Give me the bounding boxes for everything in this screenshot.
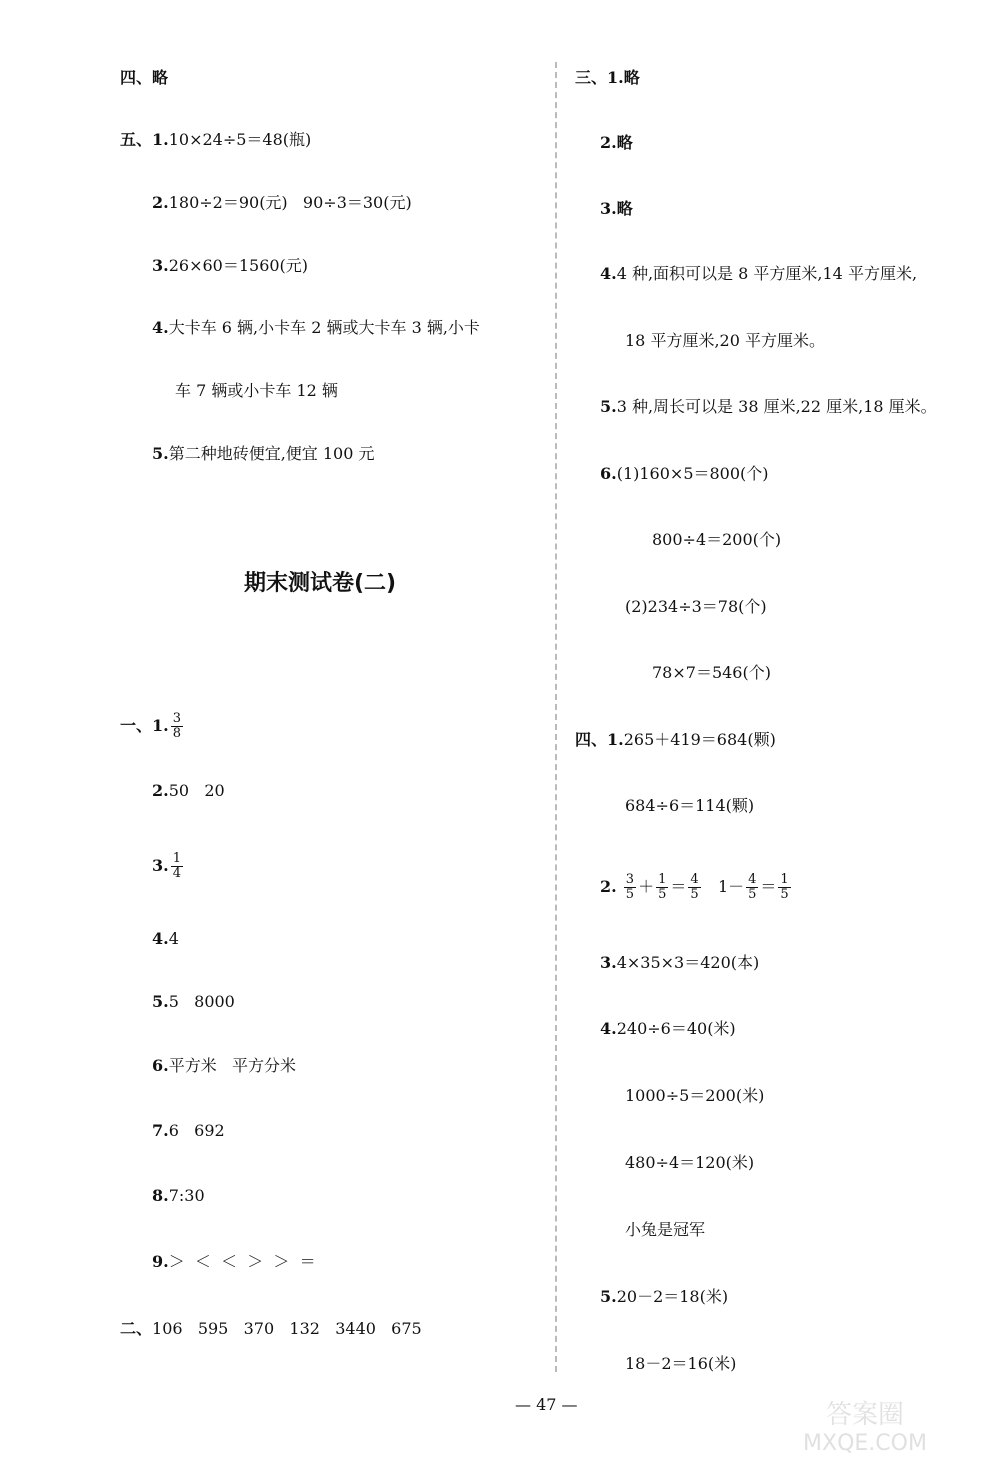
item-number: 5. [152,444,169,463]
answer-3-6 [600,464,769,484]
answer-4-1-line2: 684÷6＝114(颗) [625,796,755,815]
fraction: $\frac{4}{5}$ [748,872,757,902]
answer-text: 大卡车 6 辆,小卡车 2 辆或大卡车 3 辆,小卡 [168,318,480,337]
answer-text: (1)160×5＝800(个) [616,464,769,483]
answer-text: 第二种地砖便宜,便宜 100 元 [168,444,375,463]
answer-3-4 [600,264,917,284]
answer-5-3 [152,256,308,276]
answer-text: 略 [616,199,633,218]
answer-4-4-line2: 1000÷5＝200(米) [625,1086,765,1105]
answer-text: 4 [168,929,179,948]
item-number: 五、1. [120,130,169,149]
item-number: 7. [152,1121,169,1140]
answer-1-4 [152,929,179,949]
item-number: 9. [152,1252,169,1271]
answer-4-1 [575,730,776,750]
answer-text: 10×24÷5＝48(瓶) [168,130,312,149]
watermark-text-cn: 答案圈 [825,1400,905,1430]
item-number: 4. [600,1019,617,1038]
answer-4-4 [600,1019,736,1039]
answer-text: ＞ ＜ ＜ ＞ ＞ ＝ [168,1252,316,1271]
answer-3-4-cont: 18 平方厘米,20 平方厘米。 [625,331,825,350]
answer-3-2 [600,133,633,153]
answer-3-6-line2: 800÷4＝200(个) [652,530,782,549]
answer-4-4-line3: 480÷4＝120(米) [625,1153,755,1172]
item-number: 2. [152,193,169,212]
fraction: $\frac{1}{4}$ [172,851,181,881]
answer-4-3 [600,953,759,973]
answer-1-8 [152,1186,205,1206]
answer-text: 240÷6＝40(米) [616,1019,736,1038]
item-number: 4. [600,264,617,283]
item-number: 4. [152,318,169,337]
item-number: 3. [600,199,617,218]
item-number: 3. [600,953,617,972]
fraction: $\frac{4}{5}$ [690,872,699,902]
answer-3-1 [575,68,640,88]
answer-4-5-line2: 18－2＝16(米) [625,1354,737,1373]
answer-text: 7:30 [168,1186,205,1205]
answer-text: 50 20 [168,781,225,800]
answer-text: 20－2＝18(米) [616,1287,729,1306]
answer-1-6 [152,1056,296,1076]
answer-3-5 [600,397,937,417]
item-number: 一、1. [120,716,169,735]
item-number: 2. [600,133,617,152]
item-number: 三、1. [575,68,624,87]
answer-4-2: 2. $\frac{3}{5}$ ＋ $\frac{1}{5}$ ＝ $\frac{4}{5}$ 1－ $\frac{4}{5}$ ＝ $\frac{1}{5}$ [600,872,789,902]
item-number: 6. [600,464,617,483]
item-number: 8. [152,1186,169,1205]
answer-text: 3 种,周长可以是 38 厘米,22 厘米,18 厘米。 [616,397,937,416]
item-number: 2. [600,877,617,896]
page-number: — 47 — [515,1395,578,1414]
fraction: $\frac{1}{5}$ [780,872,789,902]
answer-5-1 [120,130,311,150]
item-number: 5. [152,992,169,1011]
answer-4-5 [600,1287,728,1307]
fraction: $\frac{1}{5}$ [658,872,667,902]
item-number: 5. [600,1287,617,1306]
section-4-answer: 四、略 [120,68,169,87]
answer-text: 26×60＝1560(元) [168,256,309,275]
answer-5-4 [152,318,480,338]
answer-text: 略 [623,68,640,87]
answer-5-4-cont: 车 7 辆或小卡车 12 辆 [175,381,338,400]
answer-text: 180÷2＝90(元) 90÷3＝30(元) [168,193,412,212]
answer-3-6-line4: 78×7＝546(个) [652,663,771,682]
item-number: 二、 [120,1319,153,1338]
watermark-text-url: MXQE.COM [803,1431,927,1455]
item-number: 4. [152,929,169,948]
item-number: 四、1. [575,730,624,749]
item-number: 2. [152,781,169,800]
answer-1-7 [152,1121,225,1141]
answer-text: 5 8000 [168,992,235,1011]
item-number: 6. [152,1056,169,1075]
answer-text: 略 [616,133,633,152]
item-number: 3. [152,856,169,875]
answer-1-2 [152,781,225,801]
fraction: $\frac{3}{8}$ [172,711,181,741]
answer-3-3 [600,199,633,219]
answer-2 [120,1319,422,1339]
answer-1-5 [152,992,235,1012]
answer-5-5 [152,444,375,464]
answer-text: 平方米 平方分米 [168,1056,296,1075]
watermark-logo [740,1395,990,1455]
answer-text: 265＋419＝684(颗) [623,730,776,749]
answer-text: 4×35×3＝420(本) [616,953,760,972]
answer-1-1 [120,712,185,741]
answer-1-9 [152,1252,316,1272]
answer-text: 4 种,面积可以是 8 平方厘米,14 平方厘米, [616,264,918,283]
answer-1-3 [152,852,185,881]
answer-4-4-line4: 小兔是冠军 [625,1220,706,1239]
item-number: 3. [152,256,169,275]
section-title: 期末测试卷(二) [244,571,397,596]
answer-text: 6 692 [168,1121,225,1140]
answer-5-2 [152,193,412,213]
answer-text: 106 595 370 132 3440 675 [152,1319,422,1338]
column-divider [555,62,557,1372]
item-number: 5. [600,397,617,416]
answer-3-6-line3: (2)234÷3＝78(个) [625,597,767,616]
fraction: $\frac{3}{5}$ [625,872,635,902]
